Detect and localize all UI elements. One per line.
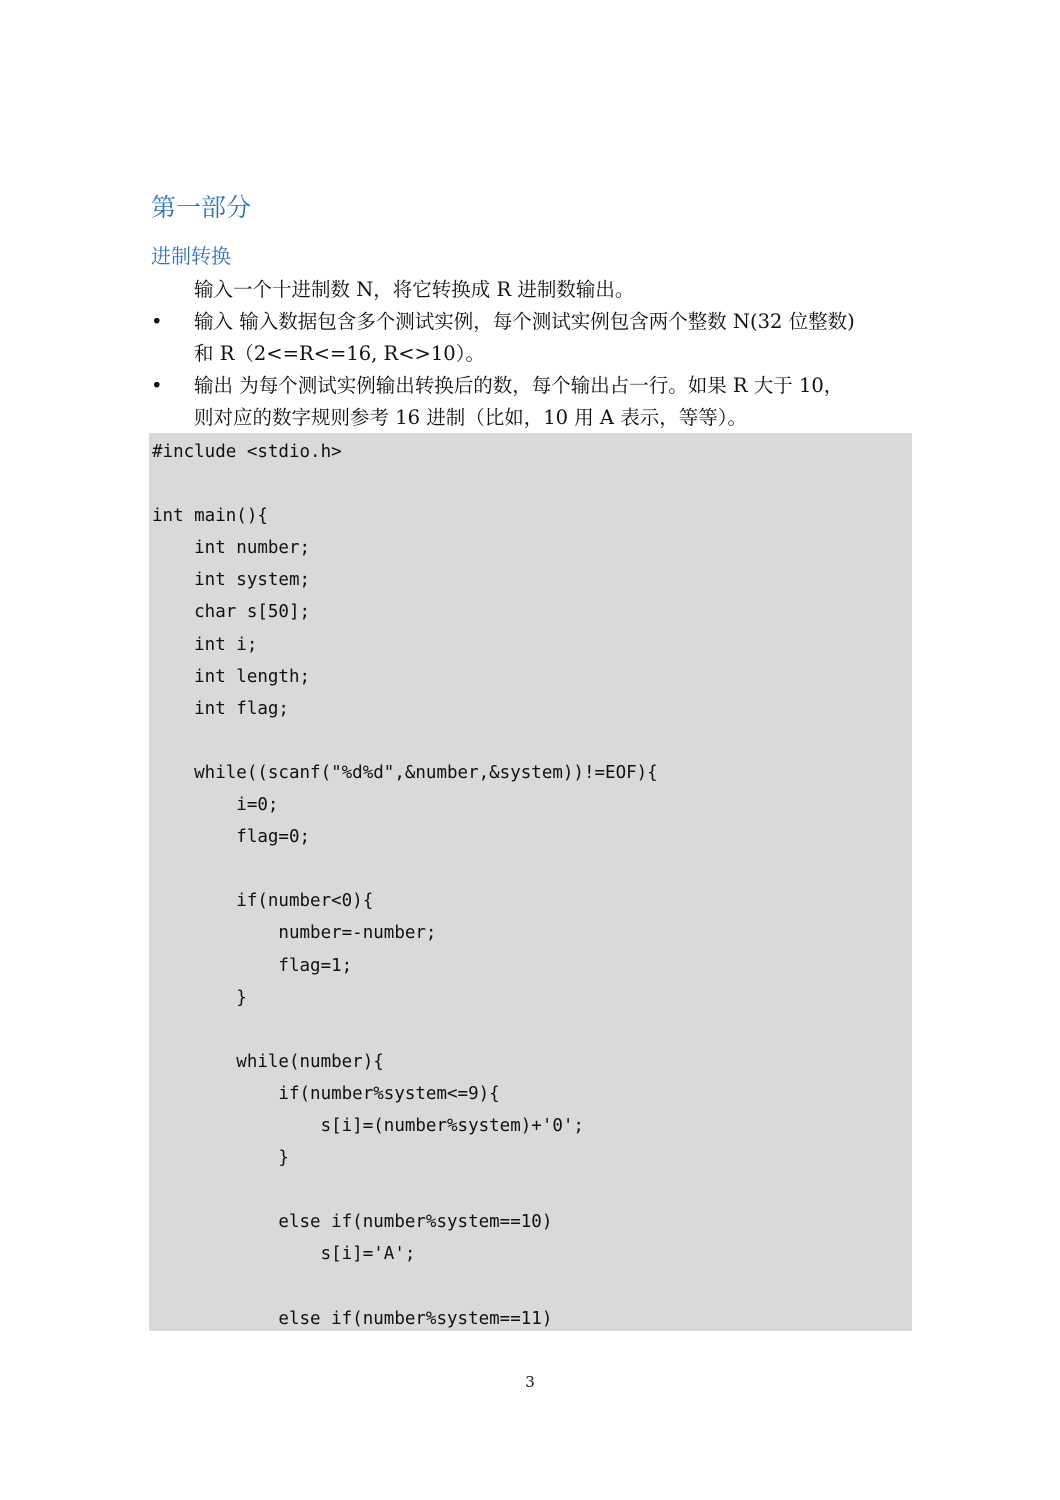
bullet-output-line2: 则对应的数字规则参考 16 进制（比如，10 用 A 表示，等等）。	[194, 406, 747, 429]
code-line: }	[152, 1148, 289, 1169]
code-line: int flag;	[152, 698, 289, 719]
code-line: s[i]='A';	[152, 1244, 416, 1265]
code-line: int system;	[152, 570, 311, 591]
code-line: flag=0;	[152, 827, 311, 848]
code-line: int length;	[152, 666, 311, 687]
code-line: number=-number;	[152, 923, 437, 944]
bullet-output	[151, 370, 921, 434]
code-line: i=0;	[152, 795, 279, 816]
code-line	[152, 1270, 912, 1302]
code-line: else if(number%system==10)	[152, 1212, 553, 1233]
bullet-output-line1: 输出 为每个测试实例输出转换后的数，每个输出占一行。如果 R 大于 10，	[194, 374, 844, 397]
bullet-input	[151, 306, 921, 370]
requirements-list	[151, 306, 921, 434]
code-line	[152, 1174, 912, 1206]
code-line	[152, 1014, 912, 1046]
code-line: if(number%system<=9){	[152, 1083, 500, 1104]
page-number: 3	[525, 1373, 535, 1391]
code-line	[152, 468, 912, 500]
intro-paragraph: 输入一个十进制数 N，将它转换成 R 进制数输出。	[194, 278, 635, 301]
code-line: int i;	[152, 634, 258, 655]
code-line: else if(number%system==11)	[152, 1308, 553, 1329]
code-line: while(number){	[152, 1051, 384, 1072]
code-line: }	[152, 987, 247, 1008]
code-line: while((scanf("%d%d",&number,&system))!=EOF){	[152, 762, 658, 783]
code-line	[152, 853, 912, 885]
code-line: #include <stdio.h>	[152, 442, 342, 462]
bullet-dot-icon: •	[151, 310, 163, 333]
bullet-input-line2: 和 R（2<=R<=16, R<>10）。	[194, 342, 485, 365]
section-title: 第一部分	[151, 193, 252, 222]
subsection-title: 进制转换	[151, 244, 231, 268]
code-listing	[149, 433, 912, 1331]
code-line: int main(){	[152, 506, 268, 527]
bullet-dot-icon: •	[151, 374, 163, 397]
bullet-input-line1: 输入 输入数据包含多个测试实例，每个测试实例包含两个整数 N(32 位整数)	[194, 310, 855, 333]
code-line: flag=1;	[152, 955, 353, 976]
code-line: char s[50];	[152, 602, 311, 623]
code-line: int number;	[152, 538, 311, 559]
code-line: s[i]=(number%system)+'0';	[152, 1115, 584, 1136]
code-line: if(number<0){	[152, 891, 374, 912]
code-line	[152, 725, 912, 757]
code-block	[149, 433, 912, 1331]
